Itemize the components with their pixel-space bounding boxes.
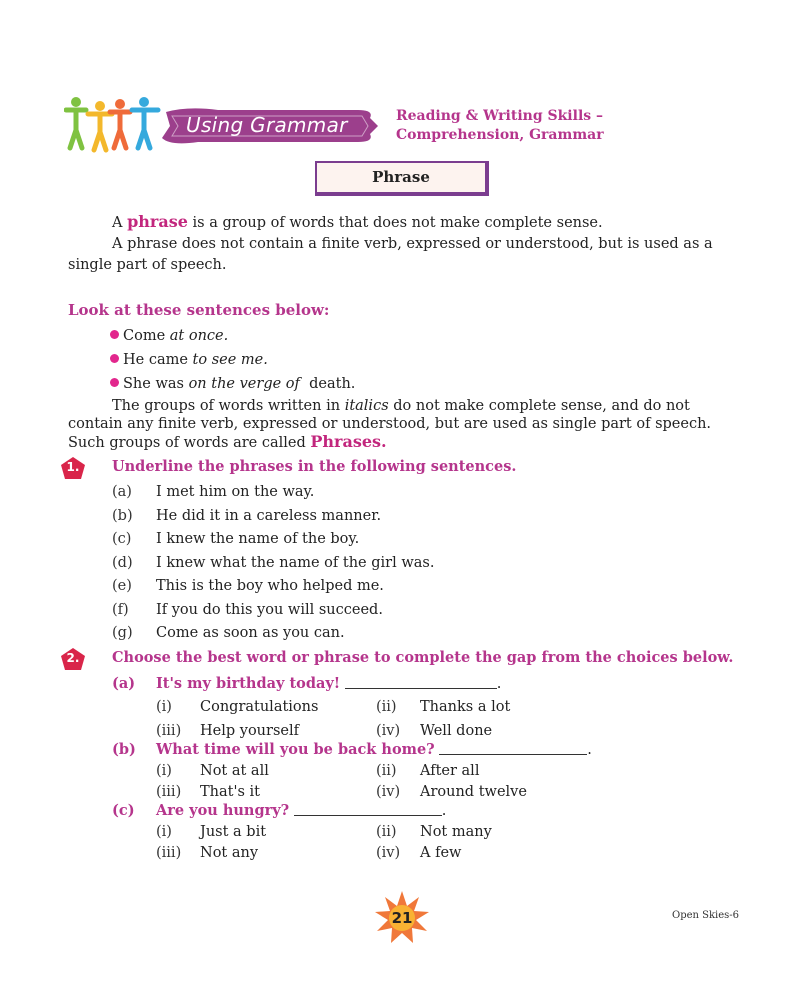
option-text: Congratulations — [200, 699, 319, 715]
question-c — [112, 802, 446, 819]
skills-line-1: Reading & Writing Skills – — [396, 108, 604, 124]
option-text: Just a bit — [200, 824, 267, 840]
example-text: Come — [123, 328, 170, 344]
list-item — [112, 552, 434, 576]
bullet-icon — [110, 330, 119, 339]
intro-text: A — [112, 215, 128, 231]
intro-text: A phrase does not contain a finite verb, expressed or understood, but is used as a single part of speech. — [68, 236, 713, 273]
option-label: (iii) — [156, 845, 182, 861]
option — [376, 761, 479, 781]
item-label: (c) — [112, 531, 132, 547]
page-number: 21 — [391, 909, 413, 927]
page-number-wrap — [374, 890, 430, 946]
explanation-paragraph — [68, 397, 738, 452]
option — [156, 843, 376, 863]
children-group-icon — [64, 94, 164, 154]
example-list — [110, 325, 355, 397]
example-text: death. — [299, 376, 356, 392]
option-label: (ii) — [376, 699, 397, 715]
option-label: (i) — [156, 763, 172, 779]
option-text: Not many — [420, 824, 492, 840]
question-text: Are you hungry? — [156, 802, 290, 819]
exercise-1-number-wrap — [60, 456, 86, 480]
question-end: . — [441, 803, 447, 819]
option — [376, 697, 510, 717]
item-text: I knew what the name of the girl was. — [156, 554, 435, 571]
item-text: This is the boy who helped me. — [156, 578, 384, 594]
example-phrase: at once. — [169, 328, 229, 344]
bullet-icon — [110, 378, 119, 387]
item-label: (f) — [112, 601, 129, 618]
option — [156, 697, 376, 717]
option-label: (i) — [156, 699, 172, 715]
bullet-icon — [110, 354, 119, 363]
question-end: . — [496, 676, 502, 692]
book-title: Open Skies-6 — [672, 910, 740, 921]
option-label: (iv) — [376, 845, 401, 861]
example-phrase: to see me. — [192, 352, 268, 368]
example-text: He came — [123, 352, 193, 368]
list-item — [112, 599, 434, 623]
answer-blank[interactable] — [439, 741, 587, 755]
option-text: Help yourself — [200, 723, 299, 739]
item-text: I met him on the way. — [156, 484, 315, 500]
question-text: What time will you be back home? — [156, 741, 435, 758]
list-item — [112, 528, 434, 552]
exercise-1-number: 1. — [66, 460, 80, 474]
option-label: (iv) — [376, 784, 401, 800]
question-label: (c) — [112, 802, 135, 819]
option-text: Not at all — [200, 763, 269, 779]
item-label: (b) — [112, 507, 133, 524]
list-item — [110, 325, 355, 349]
skills-line-2: Comprehension, Grammar — [396, 127, 604, 143]
option — [156, 822, 376, 842]
option-text: A few — [420, 845, 462, 861]
item-label: (g) — [112, 625, 133, 641]
topic-title: Phrase — [315, 161, 489, 196]
list-item — [110, 349, 355, 373]
keyword-phrase: phrase — [127, 212, 188, 231]
option-label: (iii) — [156, 723, 182, 739]
question-a-options — [156, 697, 510, 742]
list-item — [112, 575, 434, 599]
list-item — [112, 505, 434, 529]
intro-paragraph-1 — [68, 211, 738, 234]
option — [376, 822, 492, 842]
option — [156, 721, 376, 741]
skills-caption — [396, 107, 604, 145]
option — [376, 843, 461, 863]
option-text: Around twelve — [420, 784, 527, 800]
option — [156, 782, 376, 802]
option-text: Not any — [200, 845, 259, 861]
question-b-options — [156, 761, 527, 803]
option-label: (ii) — [376, 763, 397, 779]
exercise-2-number-wrap — [60, 647, 86, 671]
option-text: After all — [420, 763, 480, 779]
exercise-1-list — [112, 481, 434, 646]
option — [376, 782, 527, 802]
item-label: (a) — [112, 484, 132, 500]
option-text: Thanks a lot — [420, 699, 511, 715]
option-label: (ii) — [376, 824, 397, 840]
item-text: Come as soon as you can. — [156, 625, 345, 641]
explanation-text: do not make complete sense, and do not contain any finite verb, expressed or understood, but are used as single part of speech. Such groups of words are called — [68, 398, 712, 451]
option — [376, 721, 492, 741]
example-text: She was — [123, 376, 189, 392]
item-label: (d) — [112, 554, 133, 571]
examples-heading: Look at these sentences below: — [68, 301, 330, 319]
item-text: He did it in a careless manner. — [156, 507, 382, 524]
option-text: Well done — [420, 723, 493, 739]
exercise-2-title: Choose the best word or phrase to complete the gap from the choices below. — [112, 649, 734, 666]
item-text: If you do this you will succeed. — [156, 601, 383, 618]
option-label: (i) — [156, 824, 172, 840]
example-phrase: on the verge of — [188, 376, 300, 392]
option-label: (iii) — [156, 784, 182, 800]
list-item — [112, 481, 434, 505]
question-label: (b) — [112, 741, 136, 758]
question-end: . — [587, 742, 592, 758]
exercise-2-number: 2. — [66, 651, 80, 665]
answer-blank[interactable] — [294, 802, 442, 816]
question-text: It's my birthday today! — [156, 675, 341, 692]
list-item — [112, 622, 434, 646]
explanation-italic: italics — [344, 398, 389, 414]
item-label: (e) — [112, 578, 132, 594]
item-text: I knew the name of the boy. — [156, 531, 360, 547]
question-label: (a) — [112, 675, 136, 692]
explanation-text: The groups of words written in — [112, 398, 345, 414]
question-a — [112, 675, 501, 692]
intro-text: is a group of words that does not make complete sense. — [187, 215, 603, 231]
section-title: Using Grammar — [186, 113, 348, 137]
answer-blank[interactable] — [345, 675, 497, 689]
intro-paragraph-2 — [68, 234, 738, 276]
option-label: (iv) — [376, 723, 401, 739]
exercise-1-title: Underline the phrases in the following sentences. — [112, 458, 517, 475]
keyword-phrases: Phrases. — [310, 432, 387, 451]
question-c-options — [156, 822, 492, 864]
question-b — [112, 741, 592, 758]
list-item — [110, 373, 355, 397]
option — [156, 761, 376, 781]
option-text: That's it — [200, 784, 260, 800]
